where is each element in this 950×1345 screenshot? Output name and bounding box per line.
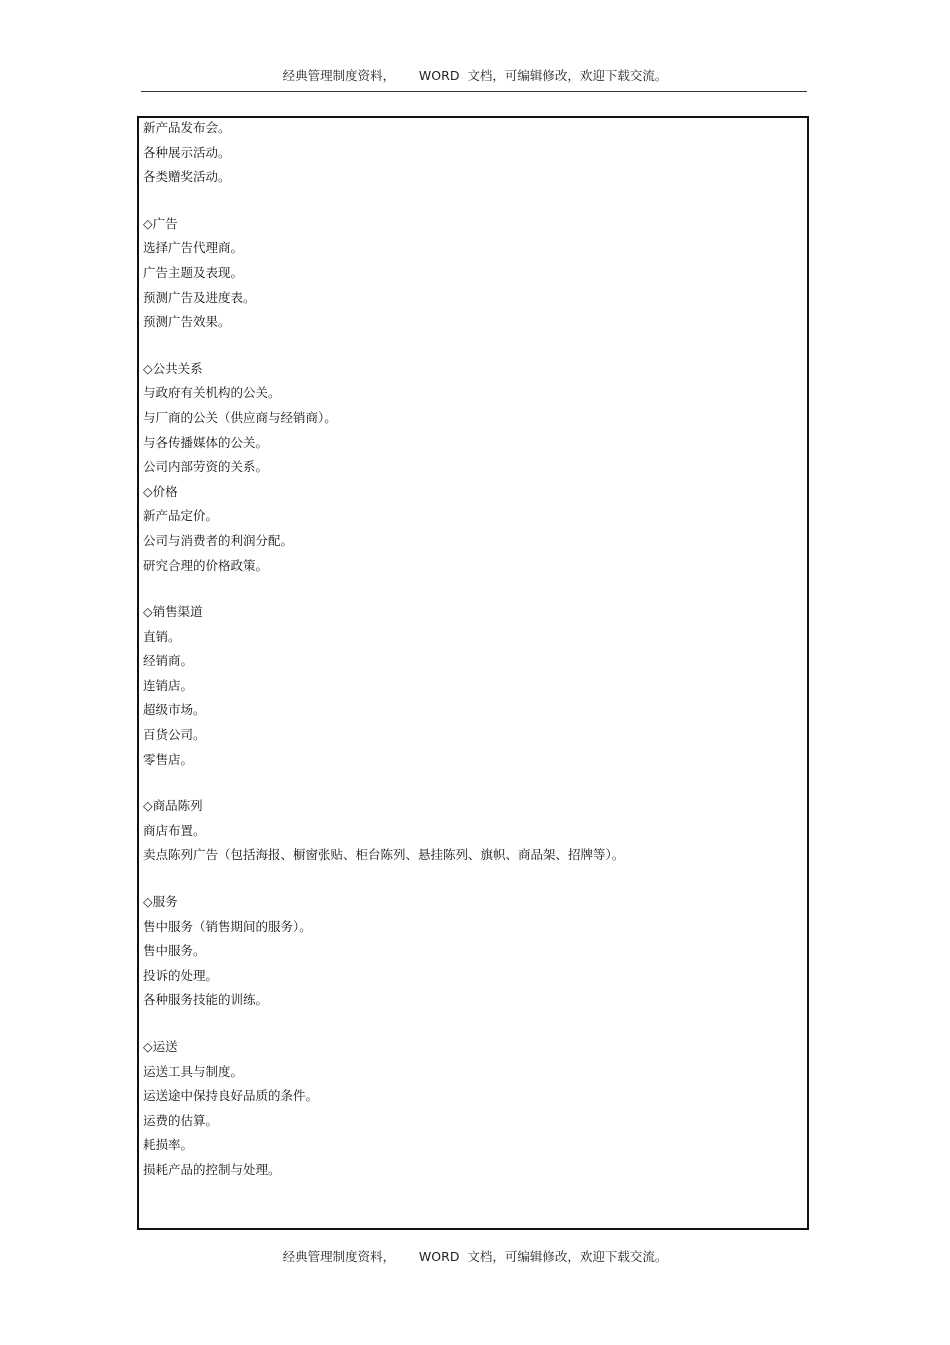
intro-item: 各种展示活动。: [143, 144, 231, 160]
section-title-price: ◇价格: [143, 483, 178, 499]
list-item: 选择广告代理商。: [143, 240, 244, 256]
list-item: 直销。: [143, 628, 181, 644]
list-item: 耗损率。: [143, 1137, 194, 1153]
list-item: 连销店。: [143, 677, 194, 693]
content-box: [137, 116, 809, 1230]
section-title-advertising: ◇广告: [143, 215, 178, 231]
list-item: 零售店。: [143, 751, 194, 767]
list-item: 经销商。: [143, 653, 194, 669]
list-item: 运费的估算。: [143, 1112, 219, 1128]
list-item: 损耗产品的控制与处理。: [143, 1161, 281, 1177]
section-title-public-relations: ◇公共关系: [143, 360, 203, 376]
page-header: 经典管理制度资料， WORD 文档，可编辑修改，欢迎下载交流。: [282, 68, 668, 83]
section-title-delivery: ◇运送: [143, 1039, 178, 1054]
list-item: 商店布置。: [143, 822, 206, 838]
list-item: 运送工具与制度。: [143, 1063, 244, 1079]
list-item: 预测广告效果。: [143, 314, 231, 330]
page-footer: 经典管理制度资料， WORD 文档，可编辑修改，欢迎下载交流。: [282, 1249, 668, 1264]
list-item: 运送途中保持良好品质的条件。: [143, 1088, 319, 1104]
section-title-service: ◇服务: [143, 894, 178, 910]
section-title-merchandise-display: ◇商品陈列: [143, 798, 203, 814]
list-item: 售中服务。: [143, 943, 206, 959]
list-item: 研究合理的价格政策。: [143, 557, 269, 573]
list-item: 与政府有关机构的公关。: [143, 385, 281, 401]
list-item: 卖点陈列广告（包括海报、橱窗张贴、柜台陈列、悬挂陈列、旗帜、商品架、招牌等）。: [143, 847, 625, 863]
list-item: 与各传播媒体的公关。: [143, 434, 269, 450]
list-item: 售中服务（销售期间的服务）。: [143, 918, 312, 934]
list-item: 公司与消费者的利润分配。: [143, 532, 294, 548]
list-item: 广告主题及表现。: [143, 264, 244, 280]
list-item: 新产品定价。: [143, 508, 219, 524]
list-item: 公司内部劳资的关系。: [143, 459, 269, 475]
list-item: 预测广告及进度表。: [143, 289, 256, 305]
header-rule: [141, 91, 807, 92]
list-item: 百货公司。: [143, 727, 206, 743]
section-title-sales-channels: ◇销售渠道: [143, 604, 203, 620]
intro-item: 各类赠奖活动。: [143, 169, 231, 185]
content-body: [143, 116, 803, 1183]
list-item: 超级市场。: [143, 702, 206, 718]
list-item: 与厂商的公关（供应商与经销商）。: [143, 409, 337, 425]
list-item: 各种服务技能的训练。: [143, 992, 269, 1008]
list-item: 投诉的处理。: [143, 967, 219, 983]
intro-item: 新产品发布会。: [143, 120, 231, 135]
